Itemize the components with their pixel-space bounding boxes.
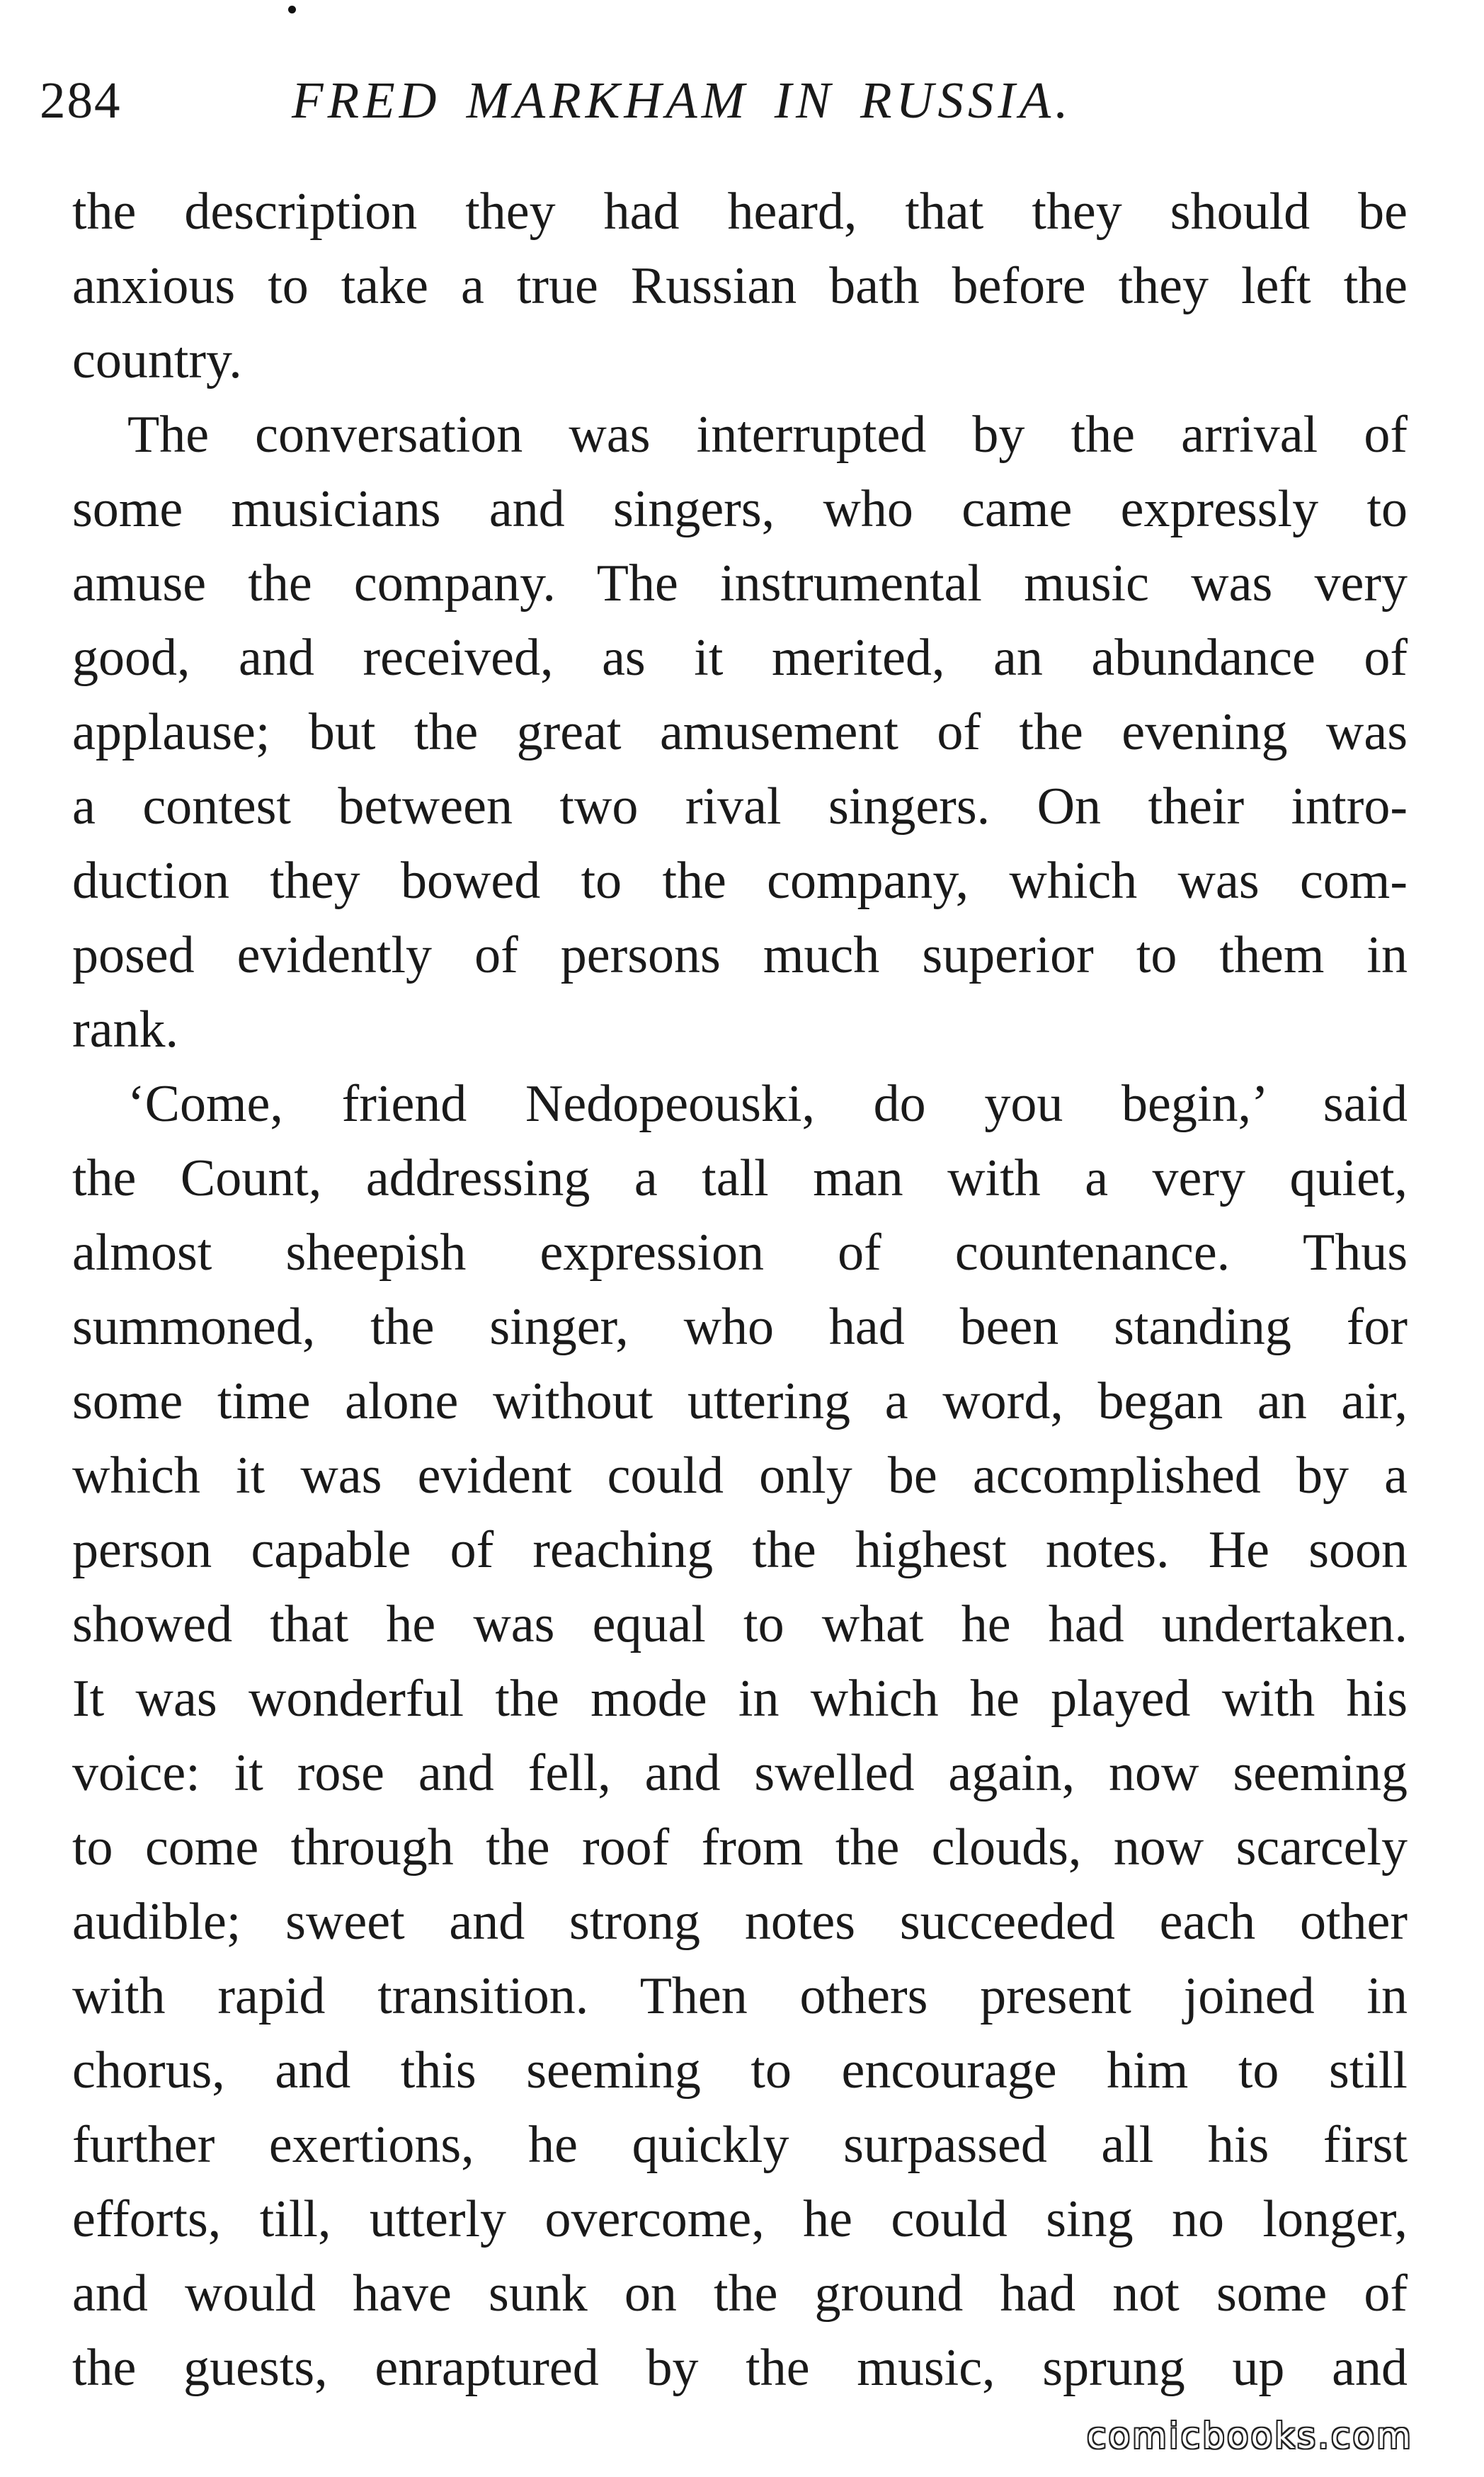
text-line: anxious to take a true Russian bath before they left the: [72, 257, 1408, 315]
paragraph: [72, 175, 1408, 398]
text-line: duction they bowed to the company, which was com-: [72, 852, 1408, 910]
text-line: country.: [72, 331, 242, 389]
text-line: The conversation was interrupted by the arrival of: [127, 406, 1408, 464]
running-title: FRED MARKHAM IN RUSSIA.: [292, 72, 1073, 129]
text-line: audible; sweet and strong notes succeeded each other: [72, 1893, 1408, 1951]
text-line: rank.: [72, 1001, 178, 1059]
text-line: the guests, enraptured by the music, sprung up and: [72, 2339, 1408, 2397]
text-line: good, and received, as it merited, an abundance of: [72, 629, 1408, 687]
watermark: comicbooks.com: [1087, 2415, 1413, 2456]
text-line: the description they had heard, that they should be: [72, 183, 1408, 241]
text-line: showed that he was equal to what he had undertaken.: [72, 1595, 1408, 1653]
ink-speck: [288, 6, 296, 13]
text-line: chorus, and this seeming to encourage him to still: [72, 2042, 1408, 2100]
text-line: voice: it rose and fell, and swelled again, now seeming: [72, 1744, 1408, 1802]
text-line: It was wonderful the mode in which he played with his: [72, 1670, 1408, 1728]
text-line: summoned, the singer, who had been standing for: [72, 1298, 1408, 1356]
text-line: further exertions, he quickly surpassed all his first: [72, 2116, 1408, 2174]
text-line: which it was evident could only be accomplished by a: [72, 1447, 1408, 1505]
text-line: with rapid transition. Then others present joined in: [72, 1967, 1408, 2025]
text-line: person capable of reaching the highest notes. He soon: [72, 1521, 1408, 1579]
text-line: amuse the company. The instrumental music was very: [72, 554, 1408, 613]
text-line: ‘Come, friend Nedopeouski, do you begin,’ said: [127, 1075, 1408, 1133]
text-line: efforts, till, utterly overcome, he could sing no longer,: [72, 2190, 1408, 2248]
paragraph: [72, 398, 1408, 1067]
text-line: to come through the roof from the clouds, now scarcely: [72, 1818, 1408, 1877]
page-number: 284: [40, 72, 122, 129]
body-text: [72, 175, 1408, 2405]
text-line: posed evidently of persons much superior to them in: [72, 926, 1408, 984]
paragraph: [72, 1067, 1408, 2405]
text-line: almost sheepish expression of countenance. Thus: [72, 1224, 1408, 1282]
text-line: and would have sunk on the ground had not some of: [72, 2265, 1408, 2323]
text-line: the Count, addressing a tall man with a very quiet,: [72, 1149, 1408, 1207]
text-line: applause; but the great amusement of the evening was: [72, 703, 1408, 761]
running-head: [40, 65, 1265, 136]
text-line: some time alone without uttering a word, began an air,: [72, 1372, 1408, 1430]
text-line: a contest between two rival singers. On their intro-: [72, 778, 1408, 836]
text-line: some musicians and singers, who came expressly to: [72, 480, 1408, 538]
